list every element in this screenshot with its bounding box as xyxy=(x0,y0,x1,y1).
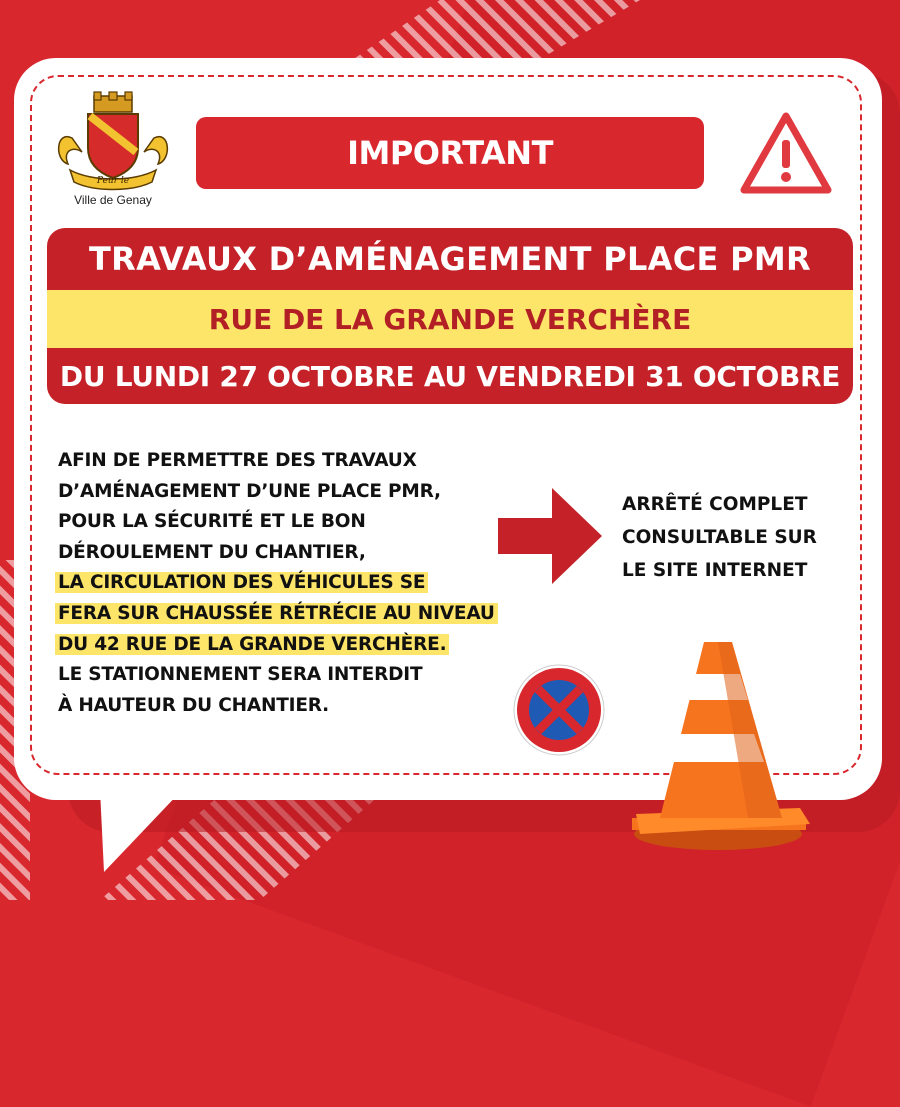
body-line: AFIN DE PERMETTRE DES TRAVAUX xyxy=(58,450,417,471)
banner-dates: DU LUNDI 27 OCTOBRE AU VENDREDI 31 OCTOBRE xyxy=(47,348,853,404)
body-line: D’AMÉNAGEMENT D’UNE PLACE PMR, xyxy=(58,480,441,502)
decree-note-line: LE SITE INTERNET xyxy=(622,560,808,581)
highlighted-line: DU 42 RUE DE LA GRANDE VERCHÈRE. xyxy=(55,634,449,655)
notice-body xyxy=(58,446,558,721)
works-banner xyxy=(47,228,853,404)
banner-street: RUE DE LA GRANDE VERCHÈRE xyxy=(47,290,853,348)
decree-note-line: ARRÊTÉ COMPLET xyxy=(622,494,808,515)
logo-motto: Peur le xyxy=(96,176,130,186)
highlighted-line: LA CIRCULATION DES VÉHICULES SE xyxy=(55,572,428,593)
coat-of-arms-icon xyxy=(52,90,174,194)
decree-note-line: CONSULTABLE SUR xyxy=(622,527,817,548)
body-line: POUR LA SÉCURITÉ ET LE BON xyxy=(58,511,366,533)
highlighted-line: FERA SUR CHAUSSÉE RÉTRÉCIE AU NIVEAU xyxy=(55,603,498,624)
no-parking-sign-icon xyxy=(512,663,606,757)
arrow-right-icon xyxy=(498,488,602,584)
decree-note xyxy=(622,488,862,587)
body-line: À HAUTEUR DU CHANTIER. xyxy=(58,694,330,716)
body-line: LE STATIONNEMENT SERA INTERDIT xyxy=(58,664,423,686)
traffic-cone-icon xyxy=(630,638,810,850)
important-label: IMPORTANT xyxy=(196,117,704,189)
body-line: DÉROULEMENT DU CHANTIER, xyxy=(58,541,366,563)
town-logo xyxy=(52,90,174,212)
banner-title: TRAVAUX D’AMÉNAGEMENT PLACE PMR xyxy=(47,228,853,290)
warning-triangle-icon xyxy=(738,110,834,196)
logo-caption: Ville de Genay xyxy=(74,193,152,207)
